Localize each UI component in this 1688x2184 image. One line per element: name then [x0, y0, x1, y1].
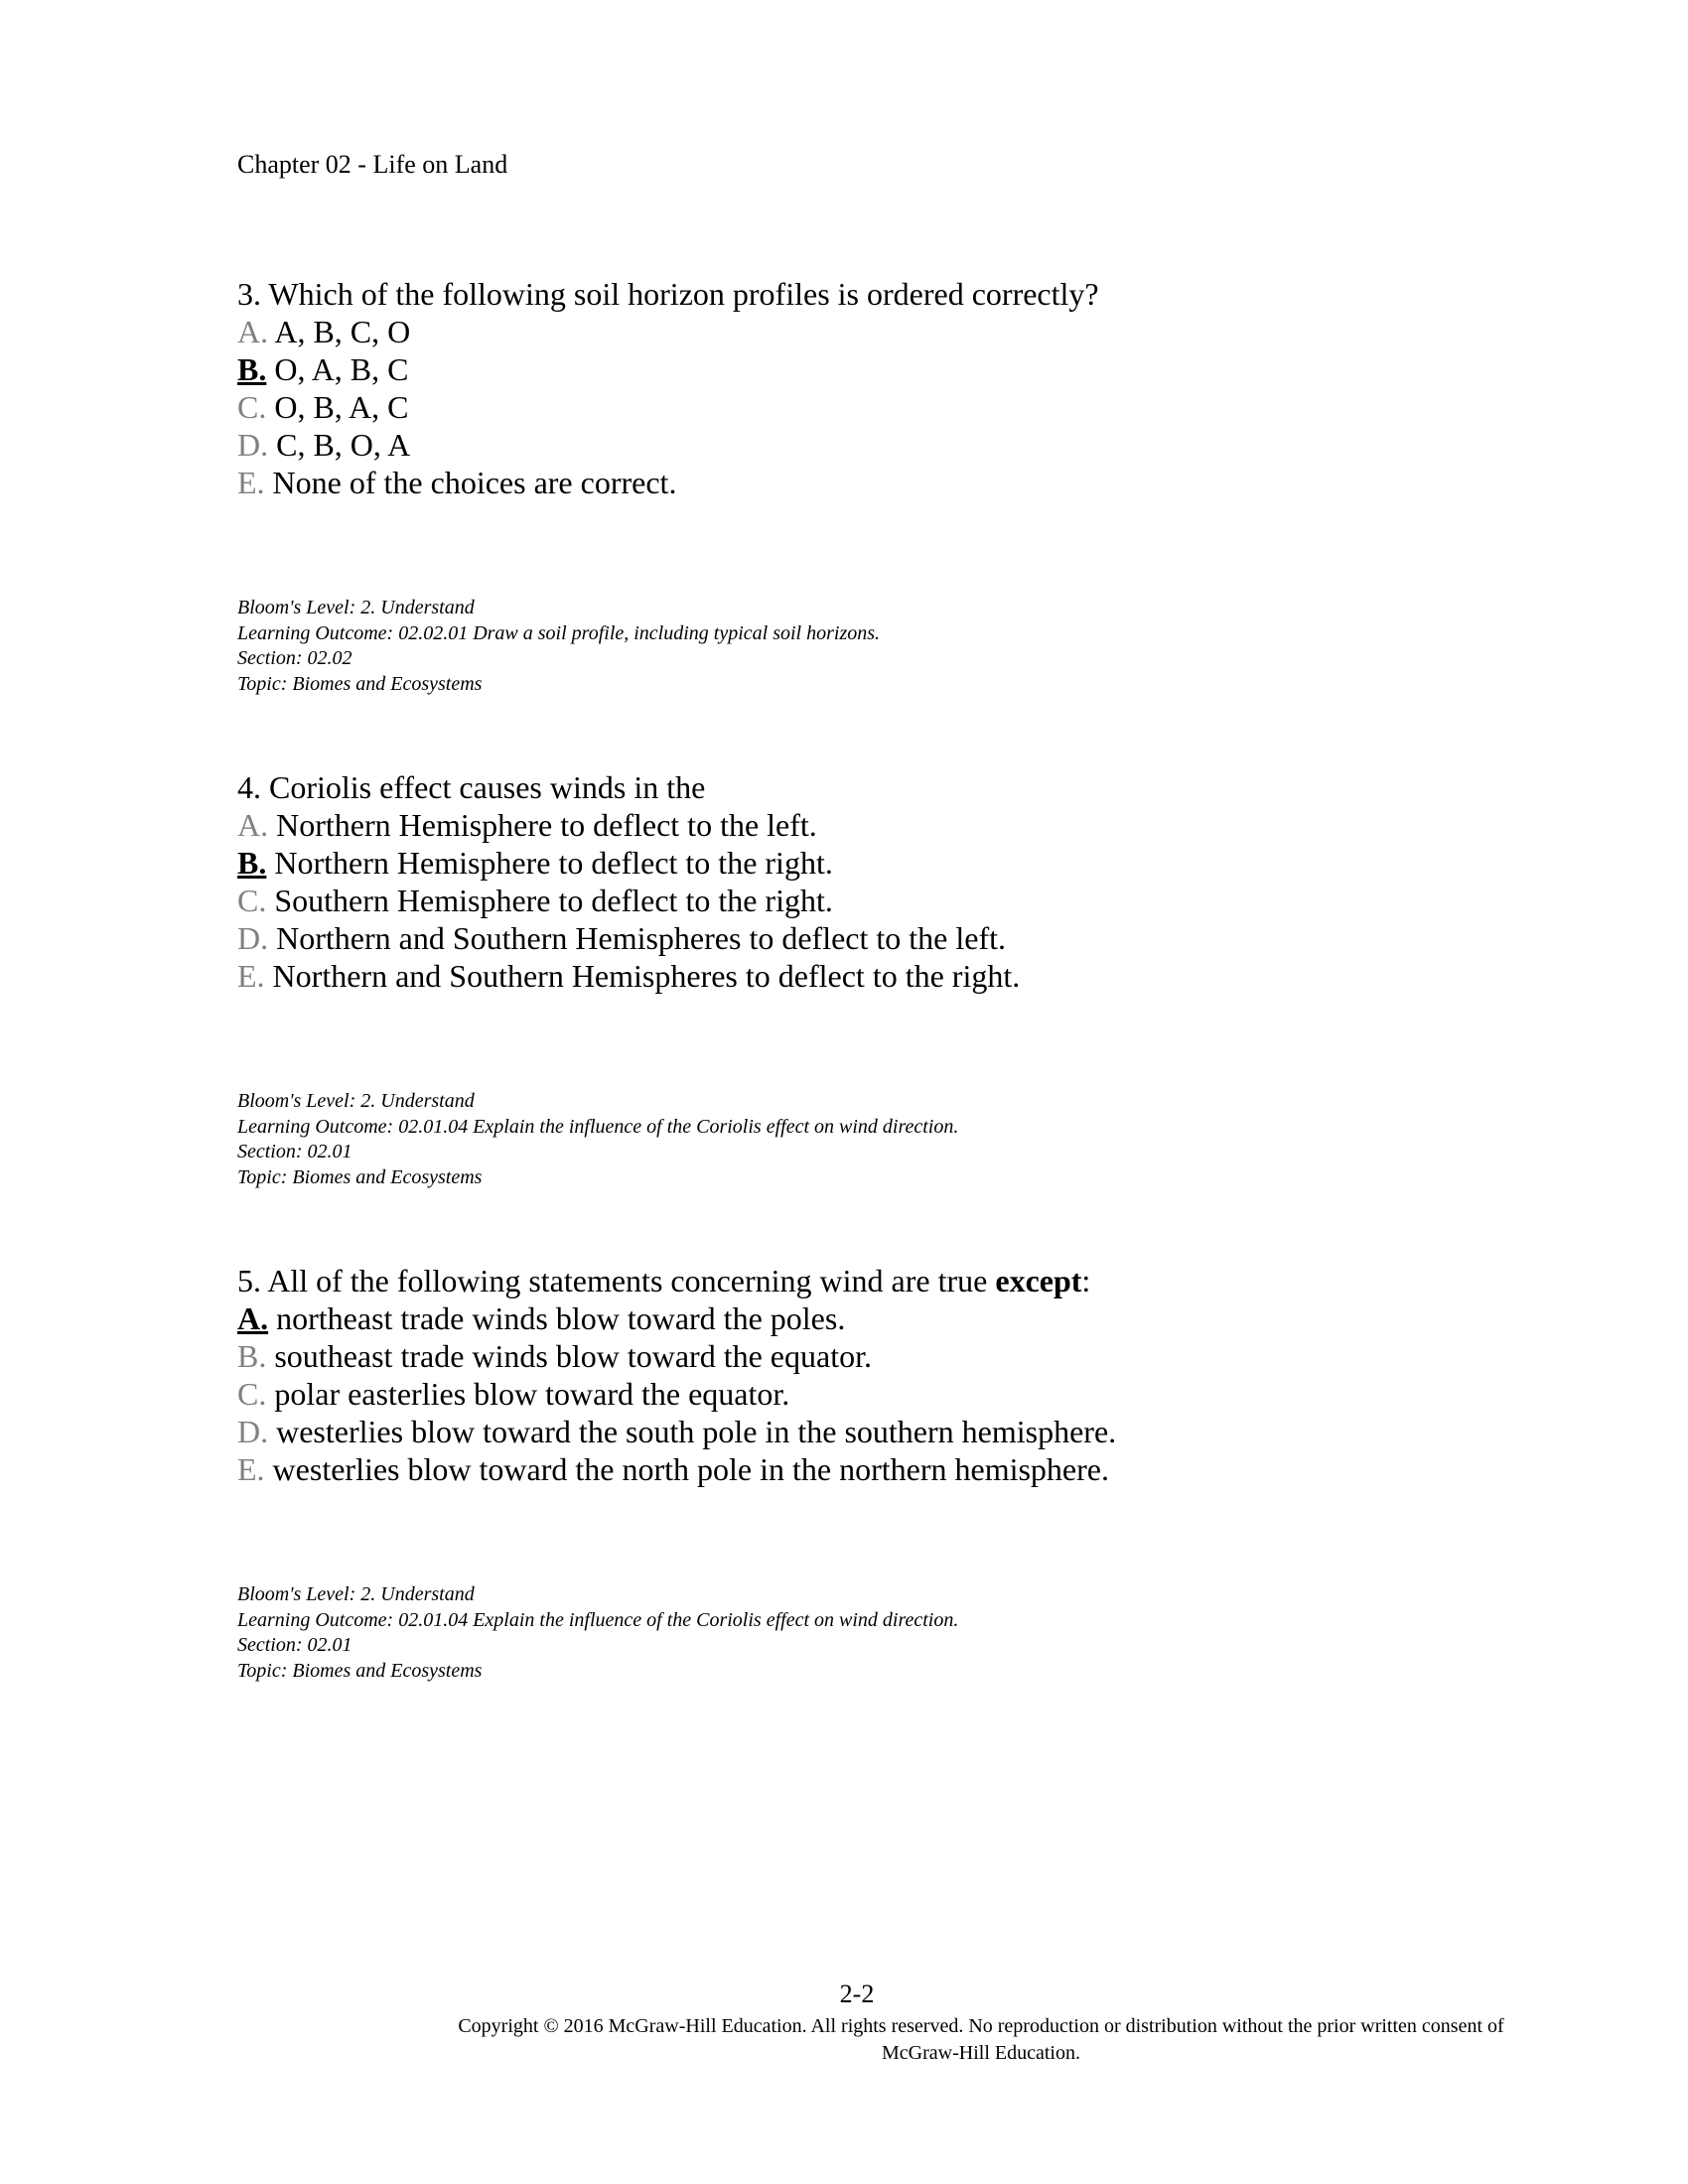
copyright-notice — [248, 2013, 1688, 2067]
option-letter: E. — [237, 465, 265, 500]
question-stem — [237, 275, 1099, 313]
answer-option-b-correct — [237, 350, 1099, 388]
question-3 — [237, 275, 1099, 501]
answer-option-d — [237, 919, 1020, 957]
answer-option-d — [237, 426, 1099, 464]
question-5 — [237, 1262, 1116, 1488]
option-text: A, B, C, O — [274, 314, 411, 349]
option-text: Northern and Southern Hemispheres to deflect to the right. — [272, 958, 1021, 994]
option-text: O, B, A, C — [274, 389, 409, 425]
question-4 — [237, 768, 1020, 995]
answer-option-a — [237, 806, 1020, 844]
option-letter: A. — [237, 807, 269, 843]
emphasis-word: except — [995, 1263, 1082, 1298]
option-letter: B. — [237, 1338, 267, 1374]
answer-option-b-correct — [237, 844, 1020, 882]
learning-outcome: Learning Outcome: 02.02.01 Draw a soil profile, including typical soil horizons. — [237, 621, 881, 644]
option-letter: A. — [237, 314, 269, 349]
section-label: Section: 02.02 — [237, 647, 352, 669]
section-label: Section: 02.01 — [237, 1634, 352, 1656]
option-text: Northern Hemisphere to deflect to the right. — [274, 845, 833, 881]
question-4-metadata — [237, 1089, 958, 1190]
option-text: C, B, O, A — [276, 427, 411, 463]
question-number: 4. — [237, 769, 261, 805]
option-text: polar easterlies blow toward the equator. — [274, 1376, 790, 1412]
answer-option-b — [237, 1337, 1116, 1375]
question-number: 5. — [237, 1263, 261, 1298]
answer-option-a-correct — [237, 1299, 1116, 1337]
option-letter: D. — [237, 920, 269, 956]
option-letter: D. — [237, 427, 269, 463]
answer-option-e — [237, 464, 1099, 501]
answer-option-d — [237, 1413, 1116, 1450]
question-stem — [237, 768, 1020, 806]
correct-option-letter: B. — [237, 351, 267, 387]
option-text: Northern and Southern Hemispheres to deflect to the left. — [276, 920, 1006, 956]
option-letter: C. — [237, 1376, 267, 1412]
copyright-line-1: Copyright © 2016 McGraw-Hill Education. All rights reserved. No reproduction or distribution without the prior written consent of — [458, 2015, 1504, 2037]
option-letter: E. — [237, 1451, 265, 1487]
question-stem-end: : — [1081, 1263, 1091, 1298]
learning-outcome: Learning Outcome: 02.01.04 Explain the influence of the Coriolis effect on wind direction. — [237, 1115, 959, 1138]
question-text: Which of the following soil horizon profiles is ordered correctly? — [268, 276, 1099, 312]
answer-option-a — [237, 313, 1099, 350]
answer-option-e — [237, 1450, 1116, 1488]
question-5-metadata — [237, 1582, 958, 1684]
answer-option-c — [237, 882, 1020, 919]
copyright-line-2: McGraw-Hill Education. — [882, 2042, 1080, 2064]
page-number: 2-2 — [839, 1979, 875, 2008]
question-3-metadata — [237, 596, 880, 697]
question-stem — [237, 1262, 1116, 1299]
question-number: 3. — [237, 276, 261, 312]
option-text: westerlies blow toward the south pole in the southern hemisphere. — [276, 1414, 1117, 1449]
correct-option-letter: A. — [237, 1300, 269, 1336]
learning-outcome: Learning Outcome: 02.01.04 Explain the influence of the Coriolis effect on wind direction. — [237, 1608, 959, 1631]
blooms-level: Bloom's Level: 2. Understand — [237, 1583, 475, 1605]
topic-label: Topic: Biomes and Ecosystems — [237, 1165, 483, 1188]
option-text: northeast trade winds blow toward the poles. — [276, 1300, 846, 1336]
answer-option-e — [237, 957, 1020, 995]
question-text: Coriolis effect causes winds in the — [269, 769, 706, 805]
option-text: Southern Hemisphere to deflect to the right. — [274, 883, 833, 918]
option-letter: D. — [237, 1414, 269, 1449]
option-text: O, A, B, C — [274, 351, 409, 387]
option-letter: C. — [237, 389, 267, 425]
answer-option-c — [237, 388, 1099, 426]
correct-option-letter: B. — [237, 845, 267, 881]
option-letter: E. — [237, 958, 265, 994]
blooms-level: Bloom's Level: 2. Understand — [237, 1090, 475, 1112]
question-text: All of the following statements concerning wind are true — [267, 1263, 988, 1298]
option-text: southeast trade winds blow toward the equator. — [274, 1338, 872, 1374]
answer-option-c — [237, 1375, 1116, 1413]
chapter-title: Chapter 02 - Life on Land — [237, 150, 508, 179]
blooms-level: Bloom's Level: 2. Understand — [237, 597, 475, 618]
section-label: Section: 02.01 — [237, 1141, 352, 1162]
option-text: westerlies blow toward the north pole in the northern hemisphere. — [272, 1451, 1109, 1487]
topic-label: Topic: Biomes and Ecosystems — [237, 672, 483, 695]
topic-label: Topic: Biomes and Ecosystems — [237, 1659, 483, 1682]
option-letter: C. — [237, 883, 267, 918]
option-text: Northern Hemisphere to deflect to the left. — [276, 807, 817, 843]
option-text: None of the choices are correct. — [272, 465, 677, 500]
